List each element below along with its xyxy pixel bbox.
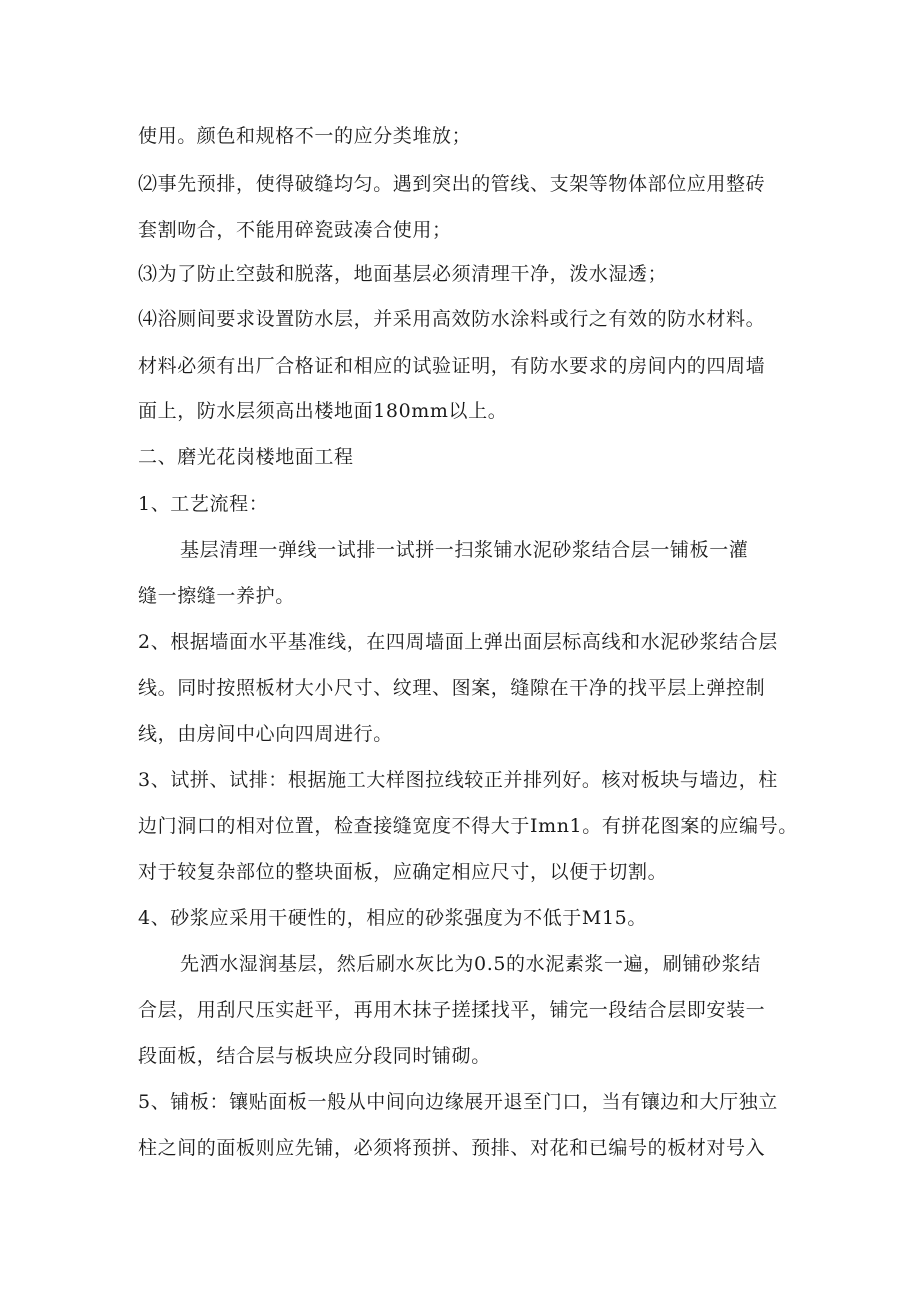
- text-line: ⑷浴厕间要求设置防水层，并采用高效防水涂料或行之有效的防水材料。: [138, 308, 766, 330]
- text-line: 4、砂浆应采用干硬性的，相应的砂浆强度为不低于M15。: [138, 907, 647, 929]
- subsection-heading: 1、工艺流程：: [138, 493, 269, 515]
- text-line: ⑶为了防止空鼓和脱落，地面基层必须清理干净，泼水湿透；: [138, 263, 668, 285]
- text-line: 合层，用刮尺压实赶平，再用木抹子搓揉找平，铺完一段结合层即安装一: [138, 999, 766, 1021]
- text-line: 使用。颜色和规格不一的应分类堆放；: [138, 125, 472, 147]
- text-line: 边门洞口的相对位置，检查接缝宽度不得大于Imn1。有拼花图案的应编号。: [138, 815, 798, 837]
- text-line: 线。同时按照板材大小尺寸、纹理、图案，缝隙在干净的找平层上弹控制: [138, 677, 766, 699]
- text-line: 2、根据墙面水平基准线，在四周墙面上弹出面层标高线和水泥砂浆结合层: [138, 631, 778, 653]
- text-line: 套割吻合，不能用碎瓷豉凑合使用；: [138, 219, 452, 241]
- text-line: 段面板，结合层与板块应分段同时铺砌。: [138, 1045, 491, 1067]
- text-line: 对于较复杂部位的整块面板，应确定相应尺寸，以便于切割。: [138, 861, 668, 883]
- text-line: 3、试拼、试排：根据施工大样图拉线较正并排列好。核对板块与墙边，柱: [138, 769, 778, 791]
- text-line: 5、铺板：镶贴面板一般从中间向边缘展开退至门口，当有镶边和大厅独立: [138, 1091, 778, 1113]
- text-line: 缝一擦缝一养护。: [138, 585, 295, 607]
- text-line: 基层清理一弹线一试排一试拼一扫浆铺水泥砂浆结合层一铺板一灌: [180, 539, 749, 561]
- section-heading: 二、磨光花岗楼地面工程: [138, 446, 354, 468]
- text-line: 先洒水湿润基层，然后刷水灰比为0.5的水泥素浆一遍，刷铺砂浆结: [180, 953, 761, 975]
- text-line: ⑵事先预排，使得破缝均匀。遇到突出的管线、支架等物体部位应用整砖: [138, 173, 766, 195]
- text-line: 面上，防水层须高出楼地面180mm以上。: [138, 400, 508, 422]
- text-line: 线，由房间中心向四周进行。: [138, 723, 393, 745]
- text-line: 柱之间的面板则应先铺，必须将预拼、预排、对花和已编号的板材对号入: [138, 1137, 766, 1159]
- text-line: 材料必须有出厂合格证和相应的试验证明，有防水要求的房间内的四周墙: [138, 355, 766, 377]
